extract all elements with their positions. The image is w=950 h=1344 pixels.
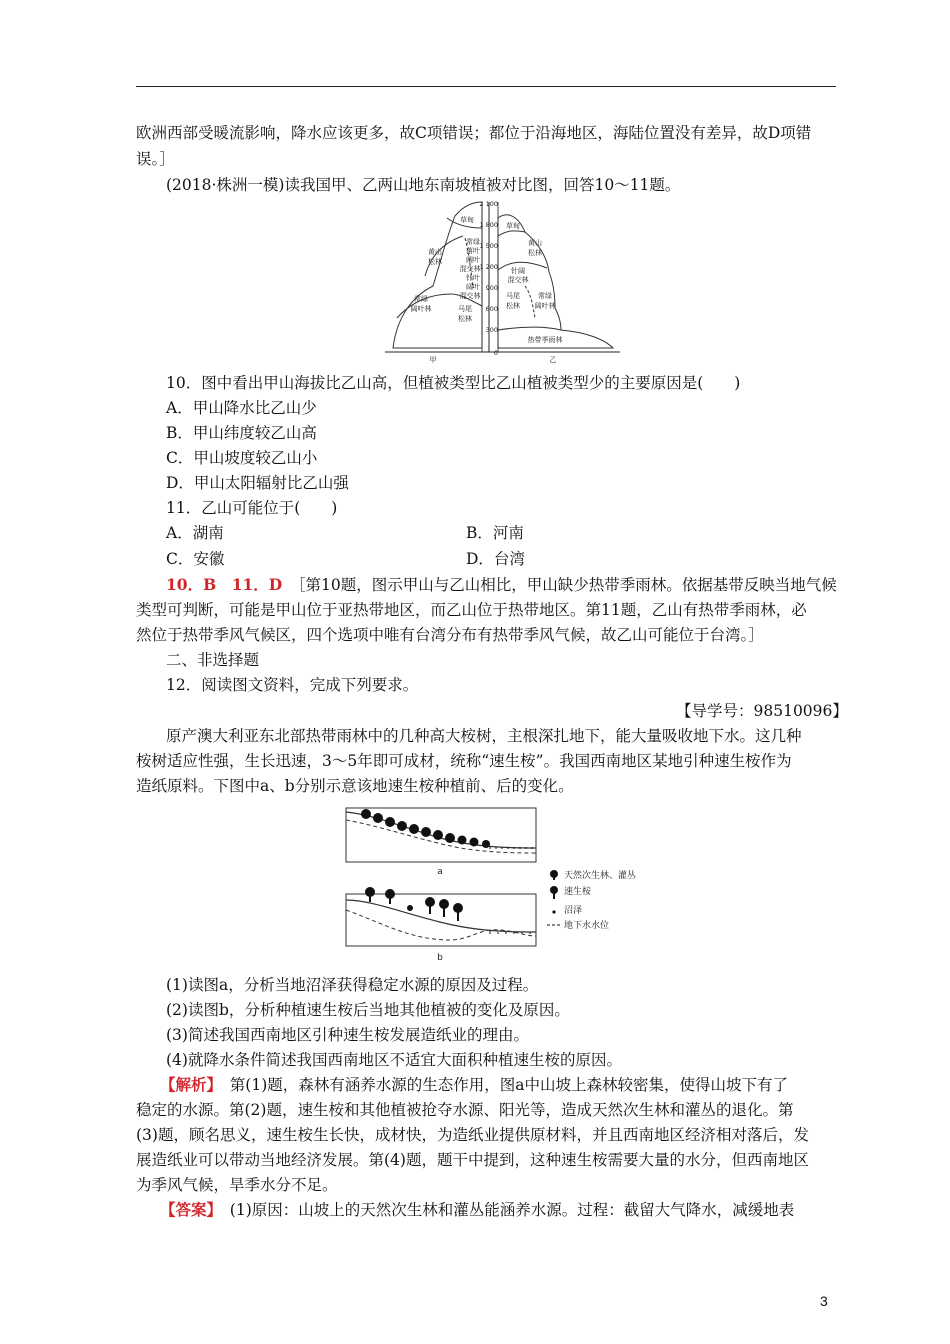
q11-stem: 11．乙山可能位于( ) [166, 499, 338, 517]
answer-key-10: 10．B [166, 575, 217, 594]
axis-tick: 1 200 [479, 263, 498, 271]
zone-label: 阔叶 [466, 256, 480, 264]
axis-tick: 1 800 [479, 221, 498, 229]
q12-sub-2: (2)读图b，分析种植速生桉后当地其他植被的变化及原因。 [166, 1001, 570, 1019]
section-heading: 二、非选择题 [166, 651, 260, 669]
eucalyptus-change-figure [340, 800, 670, 970]
legend-groundwater: 地下水水位 [564, 921, 610, 931]
q11-option-a: A．湖南 [166, 524, 224, 542]
q11-option-c: C．安徽 [166, 550, 225, 568]
zone-label: 混交林 [459, 265, 481, 273]
zone-label: 阔叶林 [410, 305, 432, 313]
carryover-line-2: 误。］ [136, 150, 175, 168]
eucalyptus-trees-b [365, 887, 463, 921]
q10-11-intro: (2018·株洲一模)读我国甲、乙两山地东南坡植被对比图，回答10～11题。 [166, 176, 681, 194]
zone-label: 马尾 [506, 292, 520, 300]
answer-key-11: 11．D [231, 575, 283, 594]
legend-natural-forest: 天然次生林、灌丛 [564, 871, 637, 881]
guide-number: 【导学号：98510096】 [676, 702, 848, 720]
axis-tick: 900 [485, 284, 498, 292]
q12-sub-3: (3)简述我国西南地区引种速生桉发展造纸业的理由。 [166, 1026, 529, 1044]
analysis-line-2: 稳定的水源。第(2)题，速生桉和其他植被抢夺水源、阳光等，造成天然次生林和灌丛的退化。第 [136, 1101, 794, 1119]
analysis-tag: 【解析】 [160, 1075, 215, 1094]
zone-label: 针叶 [466, 274, 480, 282]
zone-label: 黄山 [528, 239, 542, 247]
zone-label: 常绿 [414, 295, 428, 303]
q10-option-d: D．甲山太阳辐射比乙山强 [166, 474, 349, 492]
zone-label: 黄山 [428, 248, 442, 256]
q12-sub-1: (1)读图a，分析当地沼泽获得稳定水源的原因及过程。 [166, 976, 539, 994]
mountain-label-jia: 甲 [429, 356, 437, 364]
zone-label: 阔叶林 [534, 302, 556, 310]
zone-label: 松林 [528, 249, 542, 257]
zone-label: 阔叶 [466, 283, 480, 291]
page-number: 3 [820, 1293, 828, 1309]
axis-tick: 600 [485, 305, 498, 313]
q12-sub-4: (4)就降水条件简述我国西南地区不适宜大面积种植速生桉的原因。 [166, 1051, 622, 1069]
zone-label: 针阔 [511, 267, 525, 275]
q12-paragraph-line-3: 造纸原料。下图中a、b分别示意该地速生桉种植前、后的变化。 [136, 777, 574, 795]
vegetation-comparison-figure [385, 198, 620, 364]
analysis-line-5: 为季风气候，旱季水分不足。 [136, 1176, 338, 1194]
zone-label: 落叶 [466, 247, 480, 255]
analysis-line-1 [160, 1074, 788, 1096]
zone-label: 热带季雨林 [527, 336, 563, 344]
carryover-line-1: 欧洲西部受暖流影响，降水应该更多，故C项错误；都位于沿海地区，海陆位置没有差异，故D项错 [136, 124, 812, 142]
zone-label: 松林 [428, 258, 442, 266]
q12-paragraph-line-1: 原产澳大利亚东北部热带雨林中的几种高大桉树，主根深扎地下，能大量吸收地下水。这几种 [166, 727, 802, 745]
q10-option-c: C．甲山坡度较乙山小 [166, 449, 318, 467]
q10-option-a: A．甲山降水比乙山少 [166, 399, 317, 417]
q11-option-b: B．河南 [466, 524, 524, 542]
header-rule [136, 86, 836, 87]
answer-explanation-line-1: ［第10题，图示甲山与乙山相比，甲山缺少热带季雨林。依据基带反映当地气候 [297, 576, 837, 594]
axis-tick: 0 [493, 349, 498, 357]
zone-label: 马尾 [458, 305, 472, 313]
q10-stem: 10．图中看出甲山海拔比乙山高，但植被类型比乙山植被类型少的主要原因是( ) [166, 374, 741, 392]
answer-text-1: (1)原因：山坡上的天然次生林和灌丛能涵养水源。过程：截留大气降水，减缓地表 [229, 1201, 795, 1219]
legend-marsh: 沼泽 [564, 906, 583, 916]
q12-paragraph-line-2: 桉树适应性强，生长迅速，3～5年即可成材，统称“速生桉”。我国西南地区某地引种速生桉作为 [136, 752, 792, 770]
zone-label: 常绿 [538, 292, 552, 300]
zone-label: 草甸 [506, 222, 520, 230]
q10-option-b: B．甲山纬度较乙山高 [166, 424, 317, 442]
natural-forest-trees-a [361, 809, 490, 848]
q12-stem: 12．阅读图文资料，完成下列要求。 [166, 676, 419, 694]
answer-10-11 [166, 574, 837, 596]
answer-line-1 [160, 1199, 794, 1221]
zone-label: 常绿 [466, 238, 480, 246]
legend-eucalyptus: 速生桉 [564, 887, 592, 897]
analysis-line-4: 展造纸业可以带动当地经济发展。第(4)题，题干中提到，这种速生桉需要大量的水分，但西南地区 [136, 1151, 809, 1169]
answer-tag: 【答案】 [160, 1200, 215, 1219]
zone-label: 混交林 [459, 292, 481, 300]
q11-option-d: D．台湾 [466, 550, 525, 568]
zone-label: 松林 [506, 302, 520, 310]
panel-a-label: a [437, 867, 443, 877]
answer-explanation-line-3: 然位于热带季风气候区，四个选项中唯有台湾分布有热带季风气候，故乙山可能位于台湾。］ [136, 626, 764, 644]
panel-b-label: b [437, 953, 443, 963]
axis-tick: 1 500 [479, 242, 498, 250]
zone-label: 草甸 [460, 216, 474, 224]
analysis-line-3: (3)题，顾名思义，速生桉生长快，成材快，为造纸业提供原材料，并且西南地区经济相对落后，发 [136, 1126, 809, 1144]
analysis-text-1: 第(1)题，森林有涵养水源的生态作用，图a中山坡上森林较密集，使得山坡下有了 [229, 1076, 788, 1094]
answer-explanation-line-2: 类型可判断，可能是甲山位于亚热带地区，而乙山位于热带地区。第11题，乙山有热带季雨林，必 [136, 601, 807, 619]
zone-label: 松林 [458, 315, 472, 323]
axis-tick: 300 [485, 326, 498, 334]
mountain-label-yi: 乙 [549, 356, 557, 364]
axis-tick: 2 100 [479, 200, 498, 208]
zone-label: 混交林 [507, 276, 529, 284]
